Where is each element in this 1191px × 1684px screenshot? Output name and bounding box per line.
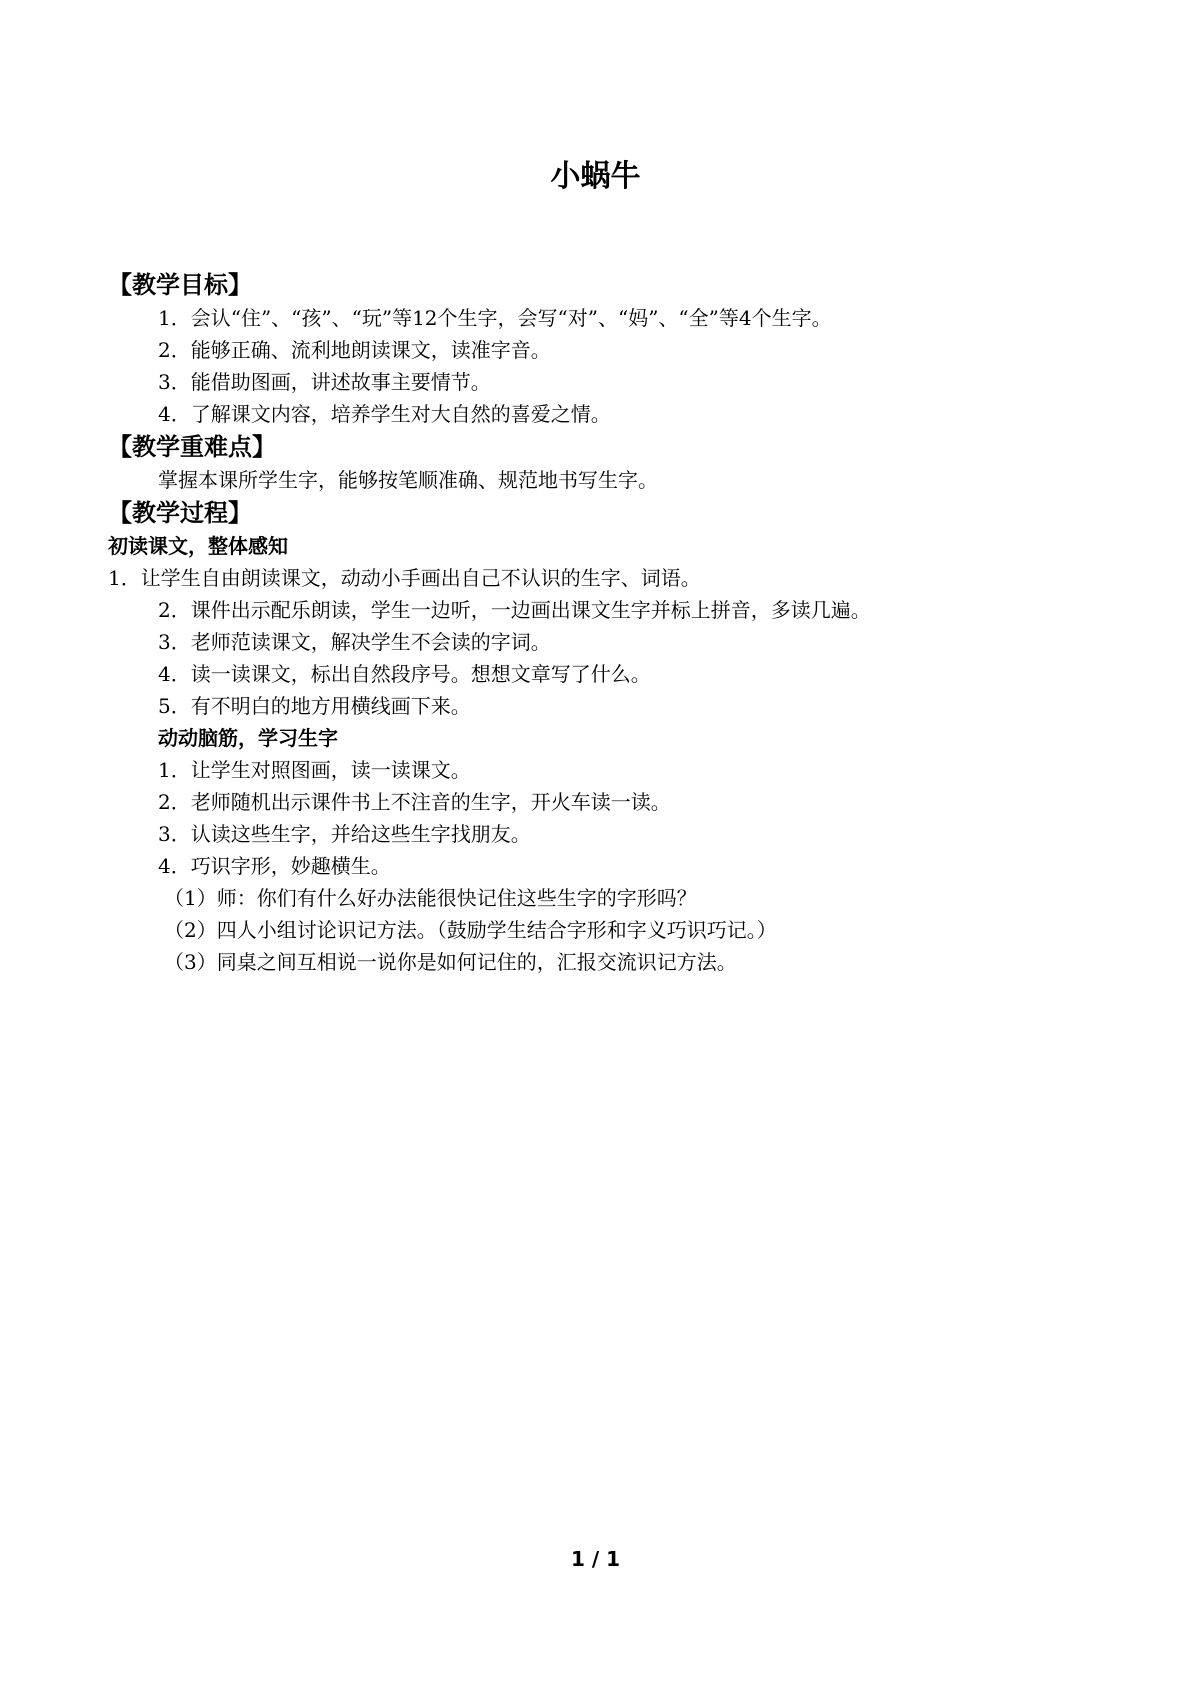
key-points-text: 掌握本课所学生字，能够按笔顺准确、规范地书写生字。 (158, 468, 658, 492)
process-part1-item: 5．有不明白的地方用横线画下来。 (158, 694, 471, 718)
objective-item: 1．会认“住”、“孩”、“玩”等12个生字，会写“对”、“妈”、“全”等4个生字。 (158, 306, 832, 330)
process-part2-item: 2．老师随机出示课件书上不注音的生字，开火车读一读。 (158, 790, 671, 814)
process-heading: 【教学过程】 (108, 499, 252, 527)
process-part1-item: 1．让学生自由朗读课文，动动小手画出自己不认识的生字、词语。 (108, 566, 701, 590)
process-part2-subitem: （1）师：你们有什么好办法能很快记住这些生字的字形吗？ (164, 886, 697, 910)
process-part1-item: 2．课件出示配乐朗读，学生一边听，一边画出课文生字并标上拼音，多读几遍。 (158, 598, 871, 622)
key-points-heading: 【教学重难点】 (108, 433, 276, 461)
process-part2-subitem: （2）四人小组讨论识记方法。（鼓励学生结合字形和字义巧识巧记。） (164, 918, 777, 942)
process-part2-item: 3．认读这些生字，并给这些生字找朋友。 (158, 822, 531, 846)
objective-item: 3．能借助图画，讲述故事主要情节。 (158, 370, 491, 394)
process-part1-item: 4．读一读课文，标出自然段序号。想想文章写了什么。 (158, 662, 651, 686)
process-part2-subheading: 动动脑筋，学习生字 (158, 726, 338, 750)
process-part1-subheading: 初读课文，整体感知 (108, 534, 288, 558)
objectives-heading: 【教学目标】 (108, 271, 252, 299)
objective-item: 4．了解课文内容，培养学生对大自然的喜爱之情。 (158, 402, 611, 426)
document-body (108, 268, 1108, 978)
process-part2-item: 1．让学生对照图画，读一读课文。 (158, 758, 471, 782)
objective-item: 2．能够正确、流利地朗读课文，读准字音。 (158, 338, 551, 362)
document-title: 小蜗牛 (550, 159, 641, 194)
process-part2-item: 4．巧识字形，妙趣横生。 (158, 854, 391, 878)
process-part1-item: 3．老师范读课文，解决学生不会读的字词。 (158, 630, 551, 654)
process-part2-subitem: （3）同桌之间互相说一说你是如何记住的，汇报交流识记方法。 (164, 950, 737, 974)
page-number: 1 / 1 (570, 1547, 621, 1571)
